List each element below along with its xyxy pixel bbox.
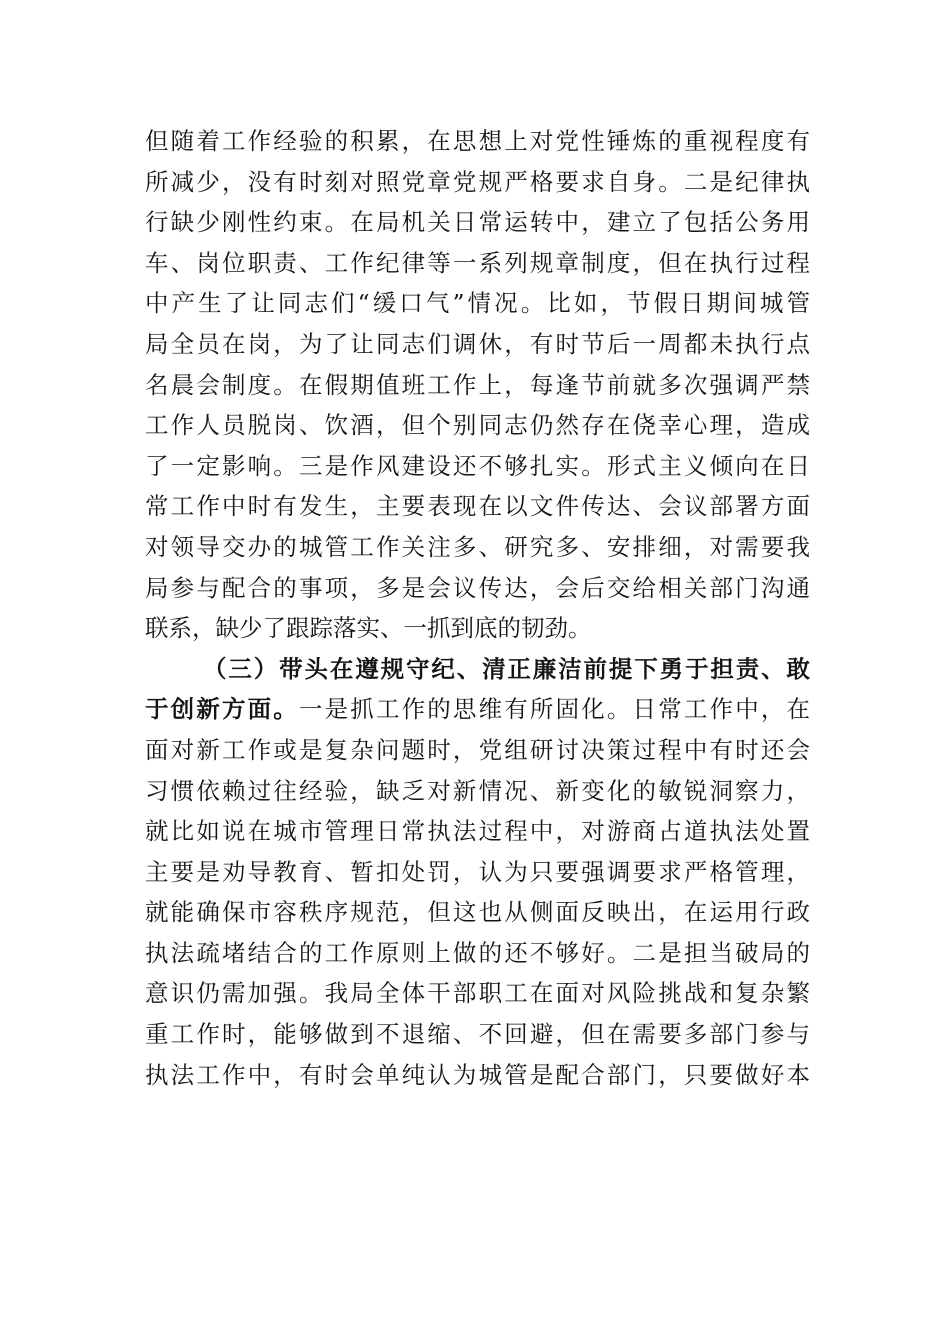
section-heading-continuation [145,689,810,730]
paragraph-line: 面对新工作或是复杂问题时，党组研讨决策过程中有时还会 [145,735,810,764]
paragraph-line: 联系，缺少了跟踪落实、一抓到底的韧劲。 [145,614,592,643]
paragraph-line: 了一定影响。三是作风建设还不够扎实。形式主义倾向在日 [145,451,810,480]
document-body [145,121,810,1095]
paragraph-line: 行缺少刚性约束。在局机关日常运转中，建立了包括公务用 [145,208,810,237]
paragraph-line: 意识仍需加强。我局全体干部职工在面对风险挑战和复杂繁 [145,979,810,1008]
paragraph-line: 执法工作中，有时会单纯认为城管是配合部门，只要做好本 [145,1060,810,1089]
paragraph-line: 主要是劝导教育、暂扣处罚，认为只要强调要求严格管理， [145,857,810,886]
section-heading: （三）带头在遵规守纪、清正廉洁前提下勇于担责、敢 [203,654,810,683]
paragraph-line: 对领导交办的城管工作关注多、研究多、安排细，对需要我 [145,532,810,561]
paragraph-line: 习惯依赖过往经验，缺乏对新情况、新变化的敏锐洞察力， [145,776,810,805]
paragraph-line: 工作人员脱岗、饮酒，但个别同志仍然存在侥幸心理，造成 [145,411,810,440]
section-first-point: 一是抓工作的思维有所固化。日常工作中，在 [298,695,811,724]
paragraph-line: 重工作时，能够做到不退缩、不回避，但在需要多部门参与 [145,1020,810,1049]
paragraph-line: 就能确保市容秩序规范，但这也从侧面反映出，在运用行政 [145,898,810,927]
paragraph-line: 车、岗位职责、工作纪律等一系列规章制度，但在执行过程 [145,248,810,277]
paragraph-line: 名晨会制度。在假期值班工作上，每逢节前就多次强调严禁 [145,370,810,399]
paragraph-line: 中产生了让同志们“缓口气”情况。比如，节假日期间城管 [145,289,810,318]
paragraph-line: 所减少，没有时刻对照党章党规严格要求自身。二是纪律执 [145,167,810,196]
paragraph-line: 局参与配合的事项，多是会议传达，会后交给相关部门沟通 [145,573,810,602]
paragraph-line: 执法疏堵结合的工作原则上做的还不够好。二是担当破局的 [145,938,810,967]
paragraph-line: 但随着工作经验的积累，在思想上对党性锤炼的重视程度有 [145,127,810,155]
paragraph-line: 就比如说在城市管理日常执法过程中，对游商占道执法处置 [145,817,810,846]
paragraph-line: 局全员在岗，为了让同志们调休，有时节后一周都未执行点 [145,329,810,358]
section-heading-end: 于创新方面。 [145,695,299,724]
paragraph-line: 常工作中时有发生，主要表现在以文件传达、会议部署方面 [145,492,810,521]
